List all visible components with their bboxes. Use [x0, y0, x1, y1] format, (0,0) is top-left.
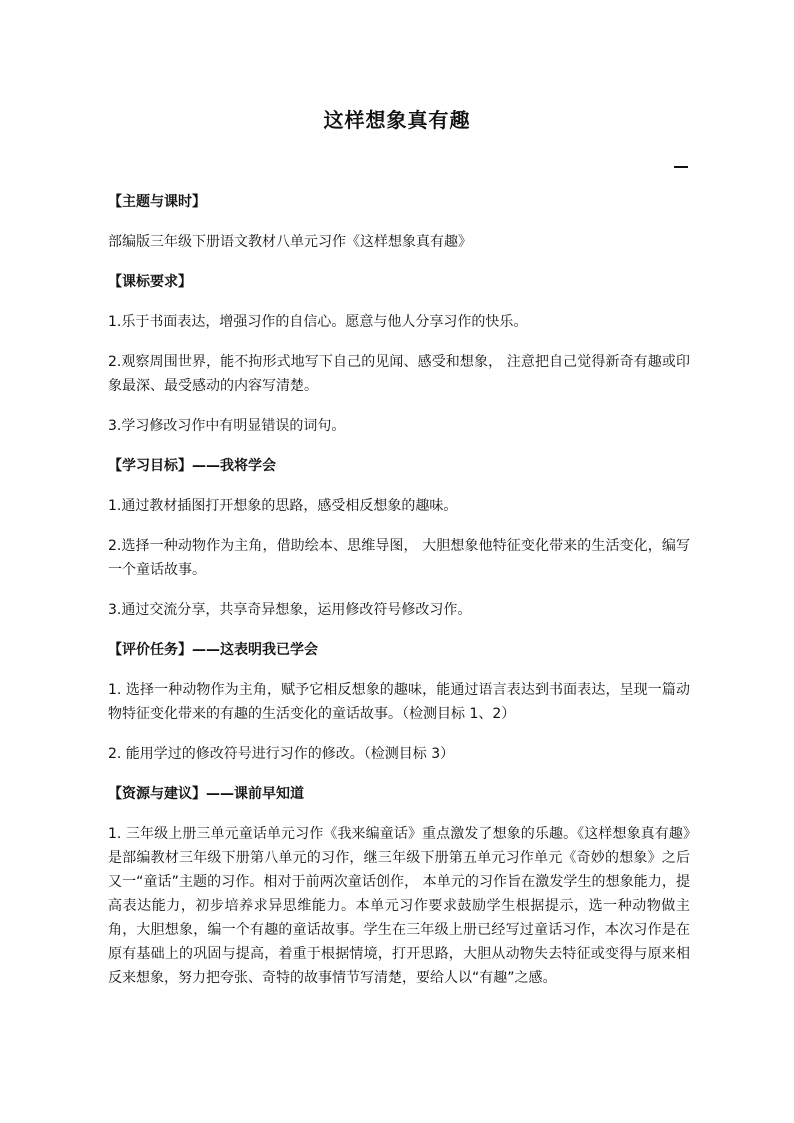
standards-item-1: 1.乐于书面表达，增强习作的自信心。愿意与他人分享习作的快乐。	[108, 314, 528, 330]
section-heading-assessment: 【评价任务】——这表明我已学会	[108, 642, 318, 658]
page-marker-dash	[674, 166, 688, 168]
goals-item-3: 3.通过交流分享，共享奇异想象，运用修改符号修改习作。	[108, 602, 472, 618]
theme-paragraph: 部编版三年级下册语文教材八单元习作《这样想象真有趣》	[108, 234, 472, 250]
section-heading-goals: 【学习目标】——我将学会	[108, 458, 276, 474]
section-heading-standards: 【课标要求】	[108, 274, 192, 290]
standards-item-3: 3.学习修改习作中有明显错误的词句。	[108, 418, 346, 434]
document-body	[108, 190, 690, 1006]
assessment-item-1: 1. 选择一种动物作为主角，赋予它相反想象的趣味，能通过语言表达到书面表达，呈现一篇动物特征变化带来的有趣的生活变化的童话故事。（检测目标 1、2）	[108, 682, 690, 722]
assessment-item-2: 2. 能用学过的修改符号进行习作的修改。（检测目标 3）	[108, 746, 455, 762]
goals-item-1: 1.通过教材插图打开想象的思路，感受相反想象的趣味。	[108, 498, 458, 514]
document-title: 这样想象真有趣	[323, 108, 471, 132]
resources-item-1: 1. 三年级上册三单元童话单元习作《我来编童话》重点激发了想象的乐趣。《这样想象真有趣》是部编教材三年级下册第八单元的习作，继三年级下册第五单元习作单元《奇妙的想象》之后又一“童话”主题的习作。相对于前两次童话创作， 本单元的习作旨在激发学生的想象能力，提高表达能力，初步培养求异思维能力。本单元习作要求鼓励学生根据提示，选一种动物做主角，大胆想象，编一个有趣的童话故事。学生在三年级上册已经写过童话习作，本次习作是在原有基础上的巩固与提高，着重于根据情境，打开思路，大胆从动物失去特征或变得与原来相反来想象，努力把夸张、奇特的故事情节写清楚，要给人以“有趣”之感。	[108, 826, 690, 986]
goals-item-2: 2.选择一种动物作为主角，借助绘本、思维导图， 大胆想象他特征变化带来的生活变化，编写一个童话故事。	[108, 538, 690, 578]
section-heading-theme: 【主题与课时】	[108, 194, 206, 210]
standards-item-2: 2.观察周围世界，能不拘形式地写下自己的见闻、感受和想象， 注意把自己觉得新奇有趣或印象最深、最受感动的内容写清楚。	[108, 354, 690, 394]
section-heading-resources: 【资源与建议】——课前早知道	[108, 786, 304, 802]
